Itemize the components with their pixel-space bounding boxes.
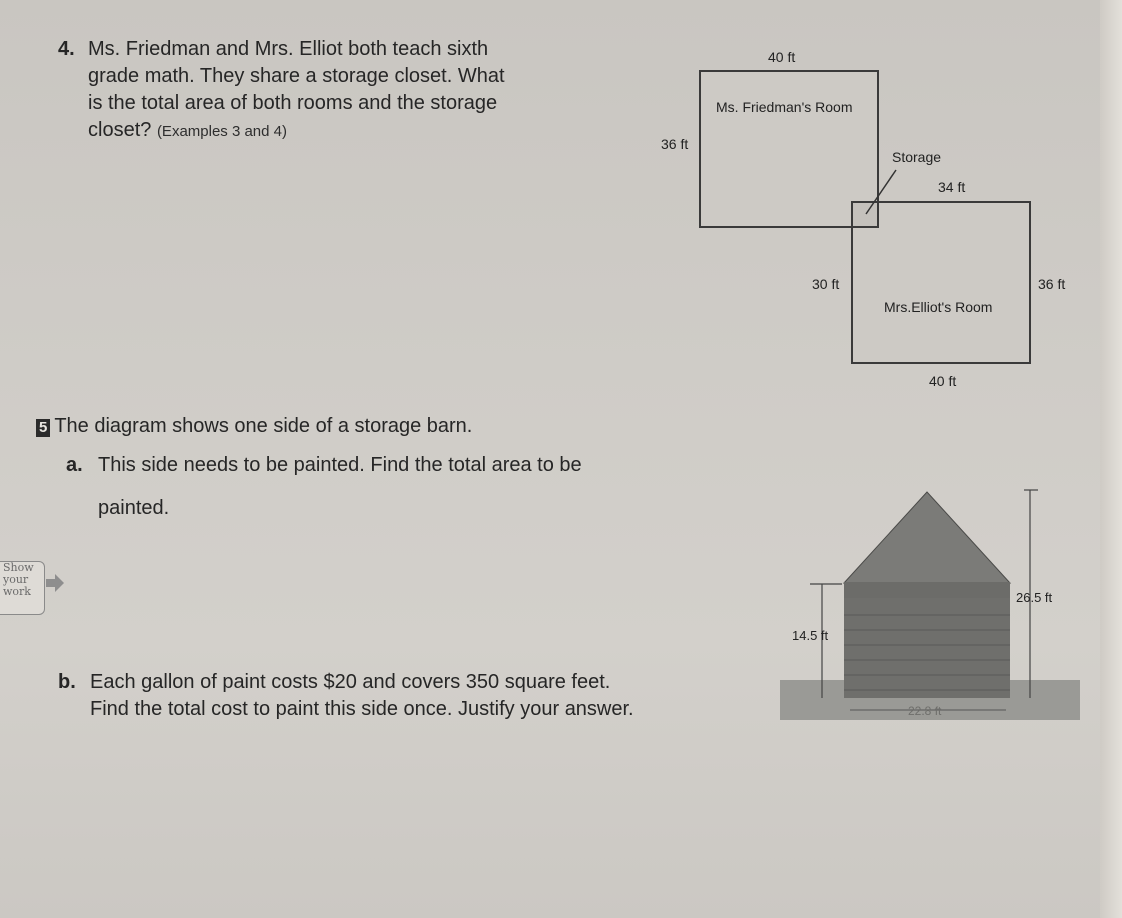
show-tab-text: your (3, 573, 29, 586)
show-your-work-tab (0, 561, 45, 615)
show-tab-text: Show (3, 561, 34, 574)
part-a (66, 452, 686, 522)
barn-wall (844, 598, 1010, 698)
question-4-line: is the total area of both rooms and the storage (88, 92, 498, 114)
part-a-line: painted. (98, 497, 170, 519)
elliot-room-label: Mrs.Elliot's Room (884, 299, 993, 315)
part-b-line: Find the total cost to paint this side once. Justify your answer. (90, 698, 634, 720)
examples-reference: (Examples 3 and 4) (156, 123, 288, 140)
friedman-room-label: Ms. Friedman's Room (716, 99, 853, 115)
part-b-letter: b. (58, 671, 76, 693)
part-b-line: Each gallon of paint costs $20 and covers 350 square feet. (90, 671, 611, 693)
part-a-line: This side needs to be painted. Find the total area to be (98, 454, 582, 476)
bottom-width-label: 40 ft (929, 373, 957, 389)
storage-width-label: 34 ft (938, 179, 966, 195)
question-4-line: grade math. They share a storage closet. What (88, 65, 505, 87)
storage-label: Storage (892, 149, 942, 165)
question-4-number: 4. (58, 38, 75, 60)
barn-width-label: 22.8 ft (908, 704, 942, 718)
barn-wall-height-label: 14.5 ft (792, 628, 829, 643)
arrow-right-icon (44, 572, 66, 594)
question-5-stem-text: The diagram shows one side of a storage barn. (54, 415, 473, 437)
part-a-letter: a. (66, 454, 83, 476)
top-width-label: 40 ft (768, 49, 796, 65)
show-tab-text: work (3, 585, 31, 598)
question-4-last-line (88, 117, 578, 145)
question-4-line: closet? (88, 119, 152, 141)
barn-roof (844, 492, 1010, 583)
barn-diagram (780, 480, 1080, 730)
inner-height-label: 30 ft (812, 276, 840, 292)
question-5-badge: 5 (36, 419, 50, 437)
left-height-label: 36 ft (661, 136, 689, 152)
barn-eave (844, 582, 1010, 598)
storage-pointer-line (860, 168, 900, 218)
question-5-stem (36, 413, 472, 440)
page-edge (1100, 0, 1122, 918)
question-4-line: Ms. Friedman and Mrs. Elliot both teach sixth (88, 38, 489, 60)
part-b (58, 669, 778, 723)
right-height-label: 36 ft (1038, 276, 1066, 292)
barn-total-height-label: 26.5 ft (1016, 590, 1053, 605)
question-4 (58, 36, 578, 145)
